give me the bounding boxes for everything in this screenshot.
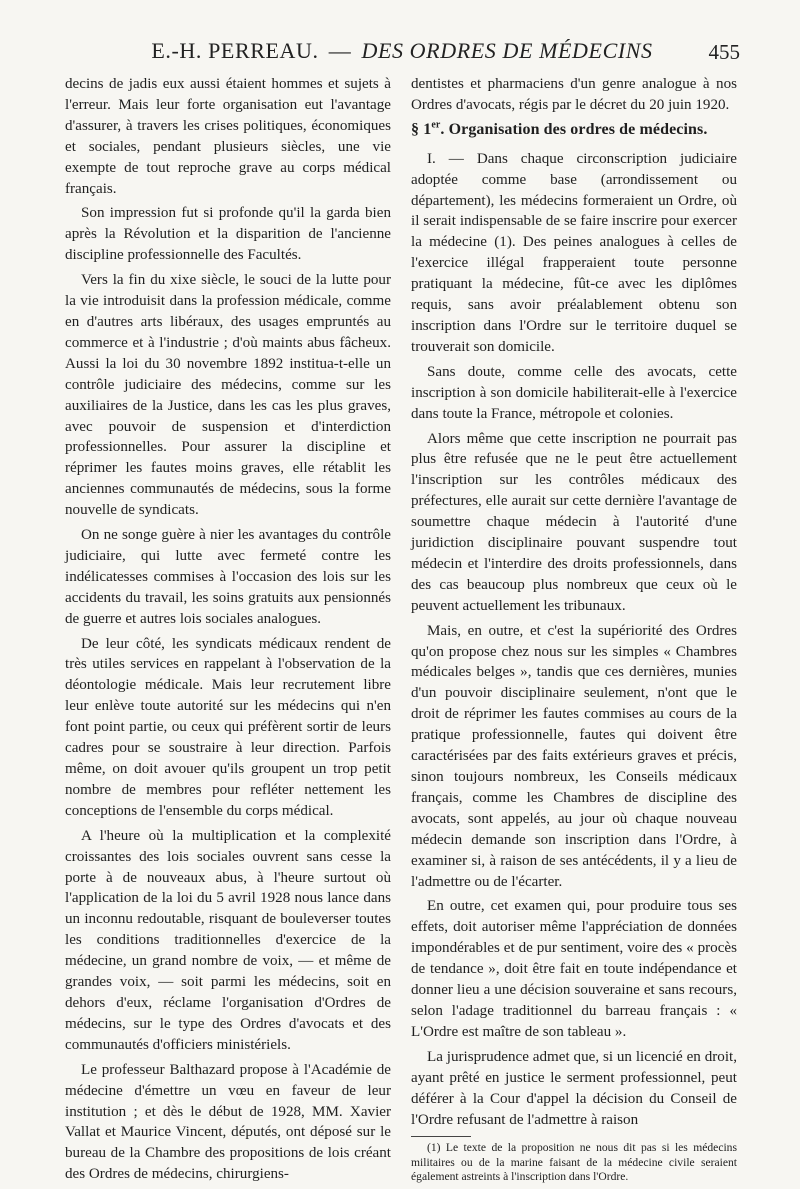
section-heading-sup: er [431,119,441,131]
footnote: (1) Le texte de la proposition ne nous dit pas si les médecins militaires ou de la marine faisant de la médecine civile seraient également astreints à l'inscription dans l'Ordre. [411,1141,737,1184]
running-title [64,38,740,64]
paragraph: I. — Dans chaque circonscription judiciaire adoptée comme base (arrondissement ou département), les médecins formeraient un Ordre, où il serait indispensable de se faire inscrire pour exercer la médecine (1). Des peines analogues à celles de l'exercice illégal frapperaient toute personne pratiquant la médecine, fût-ce avec les diplômes requis, sans avoir préalablement obtenu son inscription dans l'Ordre sur le territoire duquel se trouverait son domicile. [411,150,737,355]
paragraph: A l'heure où la multiplication et la complexité croissantes des lois sociales ouvrent sans cesse la porte à de nouveaux abus, à l'heure surtout où l'application de la loi du 5 avril 1928 nous lance dans un inconnu redoutable, risquant de bouleverser toutes les conditions traditionnelles d'exercice de la médecine, un grand nombre de voix, — et même de grandes voix, — soit parmi les médecins, soit en dehors d'eux, réclame l'organisation d'Ordres de médecins, sur le type des Ordres d'avocats et des communautés d'officiers ministériels. [65,827,391,1053]
page-header [64,38,740,72]
left-column [65,74,391,1189]
running-title-text: DES ORDRES DE MÉDECINS [361,38,653,63]
section-heading-text: . Organisation des ordres de médecins. [440,120,708,138]
paragraph: Mais, en outre, et c'est la supériorité des Ordres qu'on propose chez nous sur les simples « Chambres médicales belges », tandis que ces dernières, munies d'un pouvoir disciplinaire seulement, n'ont que le droit de réprimer les fautes commises au cours de la pratique professionnelle, fautes qui doivent être caractérisées par des faits extérieurs graves et précis, sinon toujours nombreux, les Conseils médicaux français, comme les Chambres de discipline des avocats, sont appelés, au jour où chaque nouveau médecin demande son inscription dans l'Ordre, à examiner si, à raison de ses antécédents, il y a lieu de l'admettre ou de l'écarter. [411,622,737,890]
paragraph: On ne songe guère à nier les avantages du contrôle judiciaire, qui lutte avec fermeté contre les indélicatesses commises à l'occasion des lois sur les accidents du travail, les soins gratuits aux pensionnés de guerre et autres lois sociales analogues. [65,527,391,627]
paragraph: La jurisprudence admet que, si un licencié en droit, ayant prêté en justice le serment professionnel, peut déférer à la Cour d'appel la décision du Conseil de l'Ordre refusant de l'admettre à raison [411,1048,737,1128]
right-column [411,74,737,1189]
paragraph: En outre, cet examen qui, pour produire tous ses effets, doit autoriser même l'appréciation de données impondérables et de pur sentiment, voire des « procès de tendance », doit être fait en toute indépendance et donner lieu a une décision souveraine et sans recours, selon l'adage traditionnel du barreau français : « L'Ordre est maître de son tableau ». [411,898,737,1040]
footnote-divider [411,1136,471,1137]
paragraph: Son impression fut si profonde qu'il la garda bien après la Révolution et la disparition de l'ancienne discipline professionnelle des Facultés. [65,205,391,264]
paragraph: De leur côté, les syndicats médicaux rendent de très utiles services en rappelant à l'observation de la déontologie médicale. Mais leur recrutement libre leur enlève toute autorité sur les médecins qui n'en font point partie, ou ceux qui préfèrent sortir de leurs cadres pour se soustraire à leur direction. Parfois même, on doit avouer qu'ils groupent un trop petit nombre de membres pour refléter nettement les conceptions de l'ensemble du corps médical. [65,635,391,819]
running-title-author: E.-H. PERREAU. [151,38,319,63]
paragraph: Le professeur Balthazard propose à l'Académie de médecine d'émettre un vœu en faveur de leur institution ; et dès le début de 1928, MM. Xavier Vallat et Maurice Vincent, députés, ont déposé sur le bureau de la Chambre des propositions de lois créant des Ordres de médecins, chirurgiens- [65,1061,391,1183]
running-title-separator: — [328,38,352,63]
section-heading [411,120,737,141]
paragraph: decins de jadis eux aussi étaient hommes et sujets à l'erreur. Mais leur forte organisation eut l'avantage d'assurer, à travers les crises politiques, économiques et sociales, pendant plusieurs siècles, une vie exempte de tout reproche grave au corps médical français. [65,76,391,197]
section-heading-prefix: § 1 [411,120,432,138]
paragraph: Alors même que cette inscription ne pourrait pas plus être refusée que ne le peut être actuellement l'inscription sur les contrôles médicaux des préfectures, elle aurait sur cette dernière l'avantage de soumettre chaque médecin à l'autorité d'une juridiction disciplinaire pouvant suspendre tout médecin et l'interdire des droits professionnels, dans des cas beaucoup plus nombreux que ceux où le peuvent actuellement les tribunaux. [411,430,737,614]
paragraph: Vers la fin du xixe siècle, le souci de la lutte pour la vie introduisit dans la profession médicale, comme en d'autres arts libéraux, des usages empruntés au commerce et à l'industrie ; d'où maints abus fâcheux. Aussi la loi du 30 novembre 1892 institua-t-elle un contrôle judiciaire des médecins, comme sur les auxiliaires de la Justice, dans les cas les plus graves, avec pouvoir de suspension et d'interdiction professionnelles. Pour assurer la discipline et réprimer les fautes moins graves, elle rétablit les anciennes communautés de médecins, sous la forme nouvelle de syndicats. [65,272,391,519]
paragraph: Sans doute, comme celle des avocats, cette inscription à son domicile habiliterait-elle à l'exercice dans toute la France, métropole et colonies. [411,363,737,422]
page-number: 455 [708,40,740,64]
paragraph: dentistes et pharmaciens d'un genre analogue à nos Ordres d'avocats, régis par le décret du 20 juin 1920. [411,76,737,113]
